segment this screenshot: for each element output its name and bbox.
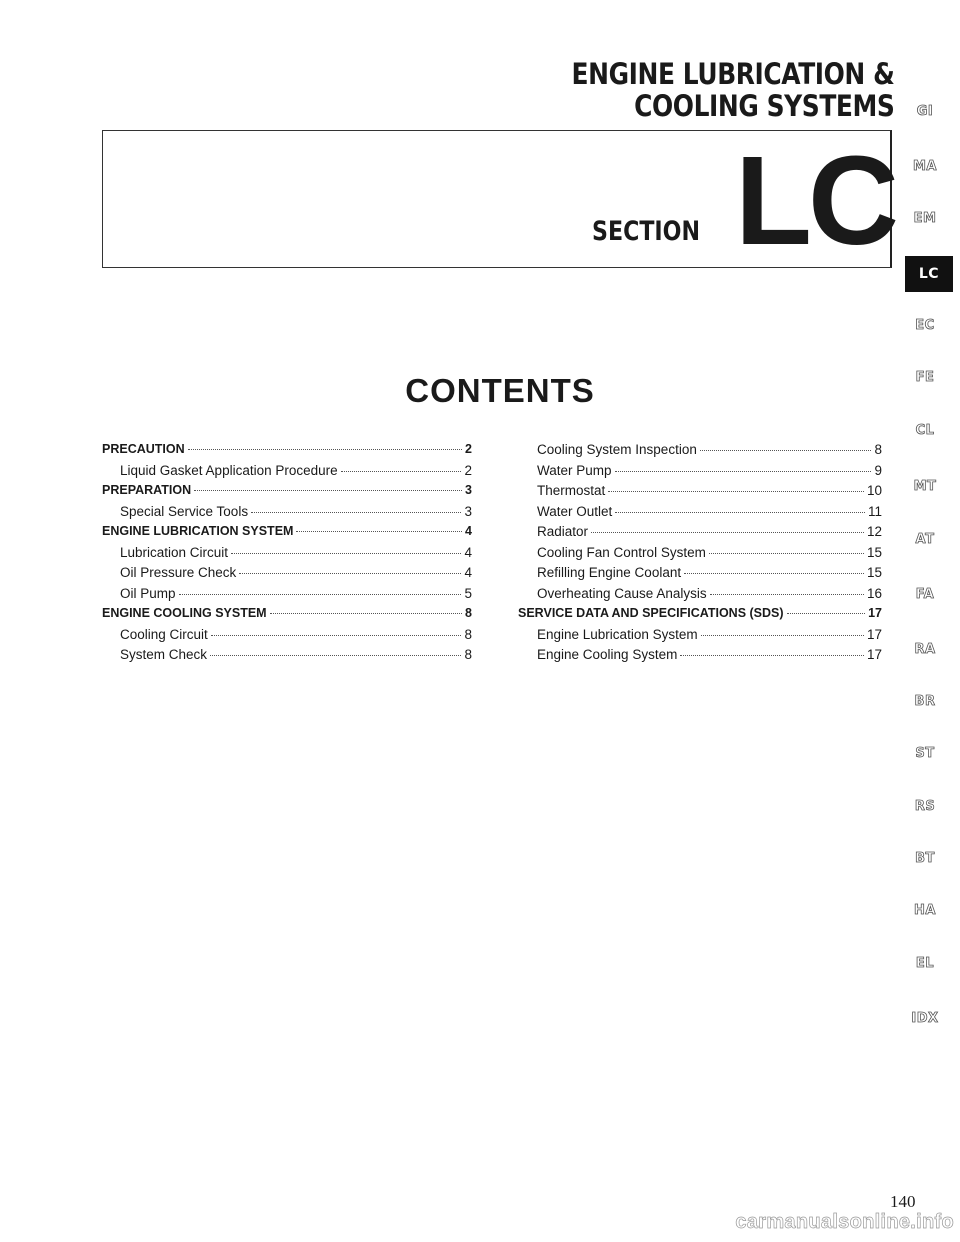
toc-entry[interactable] <box>102 463 472 484</box>
section-tab-ma[interactable]: MA <box>913 159 937 174</box>
toc-entry[interactable] <box>518 524 882 545</box>
section-tab-ec[interactable]: EC <box>915 318 935 333</box>
toc-left-column <box>102 442 472 668</box>
section-tab-bt[interactable]: BT <box>915 851 935 866</box>
toc-entry[interactable] <box>518 463 882 484</box>
title-line-1: ENGINE LUBRICATION & <box>571 57 894 91</box>
section-tab-mt[interactable]: MT <box>913 479 937 494</box>
toc-entry[interactable] <box>102 627 472 648</box>
section-tab-strip <box>905 0 960 1100</box>
section-tab-el[interactable]: EL <box>915 956 935 971</box>
section-tab-em[interactable]: EM <box>913 211 937 226</box>
toc-entry[interactable] <box>102 504 472 525</box>
section-tab-st[interactable]: ST <box>915 746 935 761</box>
toc-entry-label: Cooling System Inspection <box>537 442 697 457</box>
toc-entry-page: 8 <box>464 647 472 662</box>
section-tab-at[interactable]: AT <box>915 532 935 547</box>
toc-entry-page: 12 <box>866 524 882 539</box>
toc-right-column <box>518 442 882 668</box>
section-tab-ra[interactable]: RA <box>914 642 936 657</box>
section-word: SECTION <box>592 216 701 247</box>
toc-leader-dots <box>615 471 872 472</box>
section-tab-cl[interactable]: CL <box>915 423 935 438</box>
section-tab-gi[interactable]: GI <box>916 104 934 119</box>
toc-entry[interactable] <box>518 627 882 648</box>
toc-leader-dots <box>700 450 872 451</box>
toc-entry[interactable] <box>518 606 882 627</box>
toc-entry-label: ENGINE LUBRICATION SYSTEM <box>102 524 294 538</box>
toc-leader-dots <box>239 573 461 574</box>
watermark: carmanualsonline.info <box>735 1211 954 1233</box>
toc-entry-page: 8 <box>464 626 472 642</box>
contents-title: CONTENTS <box>405 372 595 409</box>
toc-entry-label: Cooling Fan Control System <box>537 544 706 560</box>
toc-entry-label: ENGINE COOLING SYSTEM <box>102 606 267 620</box>
toc-leader-dots <box>680 655 864 656</box>
toc-leader-dots <box>684 573 864 574</box>
toc-entry[interactable] <box>102 442 472 463</box>
toc-entry[interactable] <box>518 565 882 586</box>
toc-entry-page: 15 <box>866 565 882 580</box>
toc-entry-page: 2 <box>465 442 472 456</box>
toc-leader-dots <box>341 471 462 472</box>
toc-entry[interactable] <box>518 483 882 504</box>
toc-entry[interactable] <box>102 586 472 607</box>
toc-entry[interactable] <box>102 647 472 668</box>
section-tab-fe[interactable]: FE <box>915 370 935 385</box>
toc-entry-page: 3 <box>464 503 472 519</box>
toc-leader-dots <box>591 532 864 533</box>
toc-leader-dots <box>251 512 461 513</box>
toc-entry-page: 4 <box>464 544 472 560</box>
toc-entry-page: 8 <box>465 606 472 620</box>
toc-entry-label: Overheating Cause Analysis <box>537 585 707 601</box>
toc-entry[interactable] <box>102 545 472 566</box>
toc-entry-label: Lubrication Circuit <box>120 544 229 560</box>
toc-entry-label: Water Outlet <box>537 503 613 519</box>
toc-entry-page: 5 <box>464 585 472 601</box>
toc-entry-page: 10 <box>866 483 882 498</box>
toc-entry-label: Radiator <box>537 524 589 539</box>
toc-leader-dots <box>210 655 461 656</box>
toc-entry-page: 9 <box>874 462 882 478</box>
toc-entry-page: 15 <box>866 544 882 560</box>
toc-entry-label: Oil Pressure Check <box>120 565 237 580</box>
toc-leader-dots <box>179 594 462 595</box>
toc-entry-label: PREPARATION <box>102 483 192 497</box>
toc-entry-page: 17 <box>868 606 882 620</box>
toc-entry-page: 4 <box>464 565 472 580</box>
toc-entry-label: System Check <box>120 647 208 662</box>
section-tab-ha[interactable]: HA <box>914 903 936 918</box>
toc-entry-label: Oil Pump <box>120 585 176 601</box>
page-number: 140 <box>890 1192 916 1211</box>
toc-leader-dots <box>194 490 462 491</box>
section-tab-rs[interactable]: RS <box>914 799 936 814</box>
toc-leader-dots <box>608 491 864 492</box>
toc-entry[interactable] <box>518 545 882 566</box>
toc-leader-dots <box>710 594 864 595</box>
toc-entry[interactable] <box>518 586 882 607</box>
toc-entry-label: Special Service Tools <box>120 503 249 519</box>
section-code: LC <box>735 130 895 271</box>
toc-leader-dots <box>211 635 462 636</box>
toc-entry-label: Thermostat <box>537 483 606 498</box>
title-line-2: COOLING SYSTEMS <box>633 89 894 123</box>
toc-entry[interactable] <box>102 524 472 545</box>
toc-entry-label: Refilling Engine Coolant <box>537 565 682 580</box>
toc-entry[interactable] <box>518 504 882 525</box>
toc-entry-label: SERVICE DATA AND SPECIFICATIONS (SDS) <box>518 606 784 620</box>
toc-entry-label: Cooling Circuit <box>120 626 208 642</box>
toc-leader-dots <box>787 613 866 614</box>
toc-entry-page: 3 <box>465 483 472 497</box>
toc-entry-page: 17 <box>866 626 882 642</box>
toc-leader-dots <box>615 512 865 513</box>
toc-entry[interactable] <box>102 606 472 627</box>
toc-entry-page: 4 <box>465 524 472 538</box>
section-tab-lc[interactable]: LC <box>905 256 953 292</box>
toc-entry-page: 17 <box>866 647 882 662</box>
toc-entry-page: 8 <box>874 442 882 457</box>
toc-entry[interactable] <box>518 442 882 463</box>
toc-entry[interactable] <box>518 647 882 668</box>
toc-entry-label: Liquid Gasket Application Procedure <box>120 462 338 478</box>
toc-entry-label: PRECAUTION <box>102 442 185 456</box>
section-tab-br[interactable]: BR <box>914 694 936 709</box>
toc-entry-label: Engine Lubrication System <box>537 626 698 642</box>
toc-entry-page: 2 <box>464 462 472 478</box>
toc-entry-page: 11 <box>867 503 882 519</box>
toc-entry-page: 16 <box>866 585 882 601</box>
toc-leader-dots <box>270 613 462 614</box>
toc-leader-dots <box>701 635 864 636</box>
toc-entry-label: Water Pump <box>537 462 612 478</box>
toc-entry[interactable] <box>102 483 472 504</box>
toc-entry-label: Engine Cooling System <box>537 647 678 662</box>
title-block <box>571 58 894 122</box>
section-tab-fa[interactable]: FA <box>915 587 935 602</box>
toc-leader-dots <box>231 553 461 554</box>
toc-entry[interactable] <box>102 565 472 586</box>
toc-leader-dots <box>188 449 462 450</box>
toc-leader-dots <box>296 531 462 532</box>
section-tab-idx[interactable]: IDX <box>911 1011 939 1026</box>
toc-leader-dots <box>709 553 864 554</box>
